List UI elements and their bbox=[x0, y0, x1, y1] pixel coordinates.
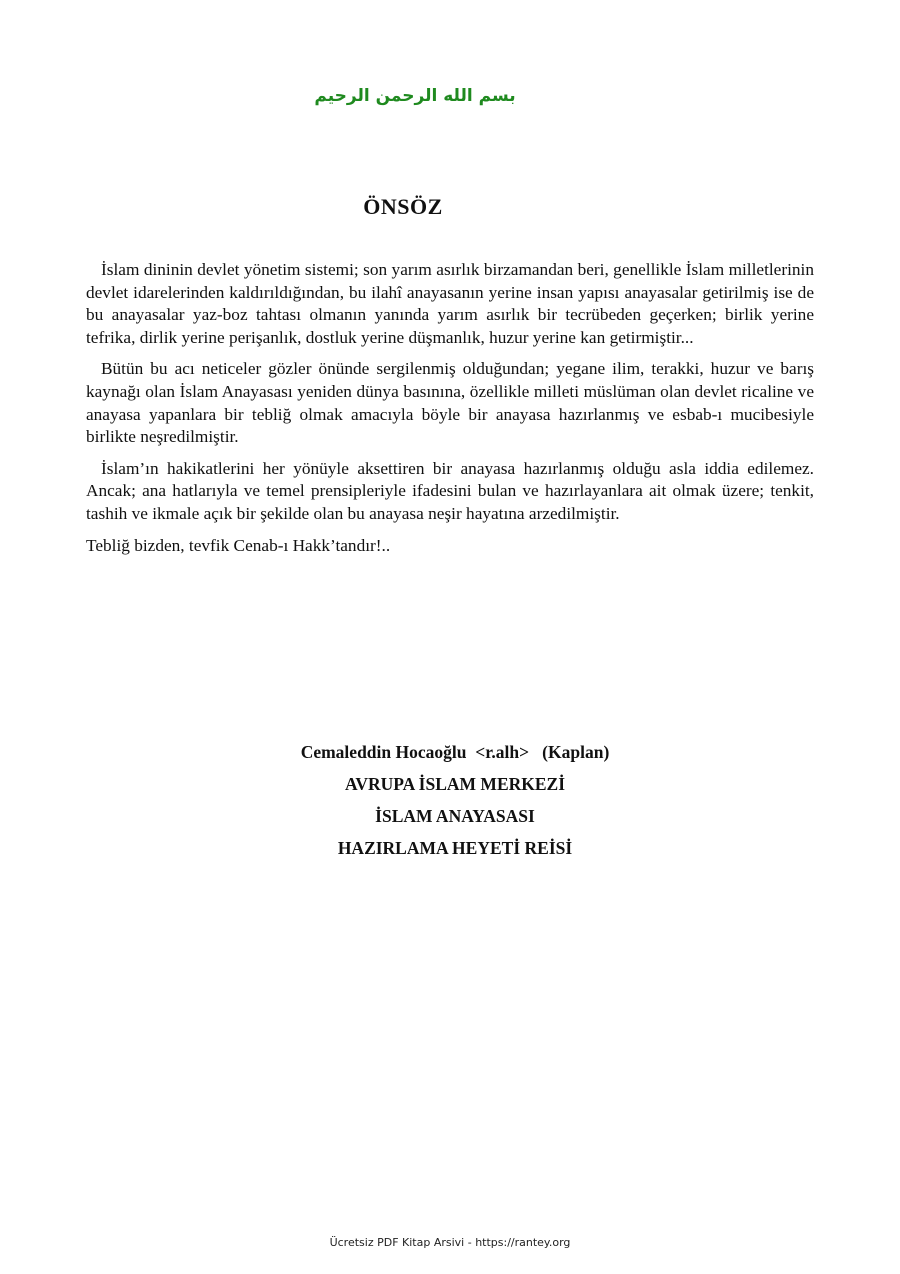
paragraph-1: İslam dininin devlet yönetim sistemi; son yarım asırlık birzamandan beri, genellikle İslam milletlerinin devlet idarelerinden kaldırıldığından, bu ilahî anayasanın yerine insan yapısı anayasalar getirilmiş ise de bu anayasalar yaz-boz tahtası olmanın yanında yarım asırlık bir tecrübeden geçerken; birlik yerine tefrika, dirlik yerine perişanlık, dostluk yerine düşmanlık, huzur yerine kan getirmiştir... bbox=[86, 260, 814, 347]
preface-body bbox=[86, 259, 814, 566]
paragraph-2: Bütün bu acı neticeler gözler önünde sergilenmiş olduğundan; yegane ilim, terakki, huzur ve barış kaynağı olan İslam Anayasası yeniden dünya basınına, özellikle milleti müslüman olan devlet ricaline ve anayasa yapanlara bir tebliğ olmak amacıyla böyle bir anayasa hazırlanmış ve esbab-ı mucibesiyle birlikte neşredilmiştir. bbox=[86, 359, 814, 447]
signature-role: HAZIRLAMA HEYETİ REİSİ bbox=[337, 838, 573, 858]
signature-block bbox=[0, 740, 900, 868]
signature-name: Cemaleddin Hocaoğlu <r.alh> (Kaplan) bbox=[300, 742, 610, 762]
page-title: ÖNSÖZ bbox=[363, 194, 443, 219]
page-footer: Ücretsiz PDF Kitap Arsivi - https://rantey.org bbox=[329, 1236, 571, 1249]
signature-organization: AVRUPA İSLAM MERKEZİ bbox=[344, 774, 566, 794]
signature-document: İSLAM ANAYASASI bbox=[375, 806, 535, 826]
basmala-heading: بسم الله الرحمن الرحيم bbox=[314, 86, 516, 106]
closing-line: Tebliğ bizden, tevfik Cenab-ı Hakk’tandır!.. bbox=[86, 535, 391, 555]
paragraph-3: İslam’ın hakikatlerini her yönüyle aksettiren bir anayasa hazırlanmış olduğu asla iddia edilemez. Ancak; ana hatlarıyla ve temel prensipleriyle ifadesini bulan ve hazırlayanlara ait olmak üzere; tenkit, tashih ve ikmale açık bir şekilde olan bu anayasa neşir hayatına arzedilmiştir. bbox=[86, 458, 814, 523]
